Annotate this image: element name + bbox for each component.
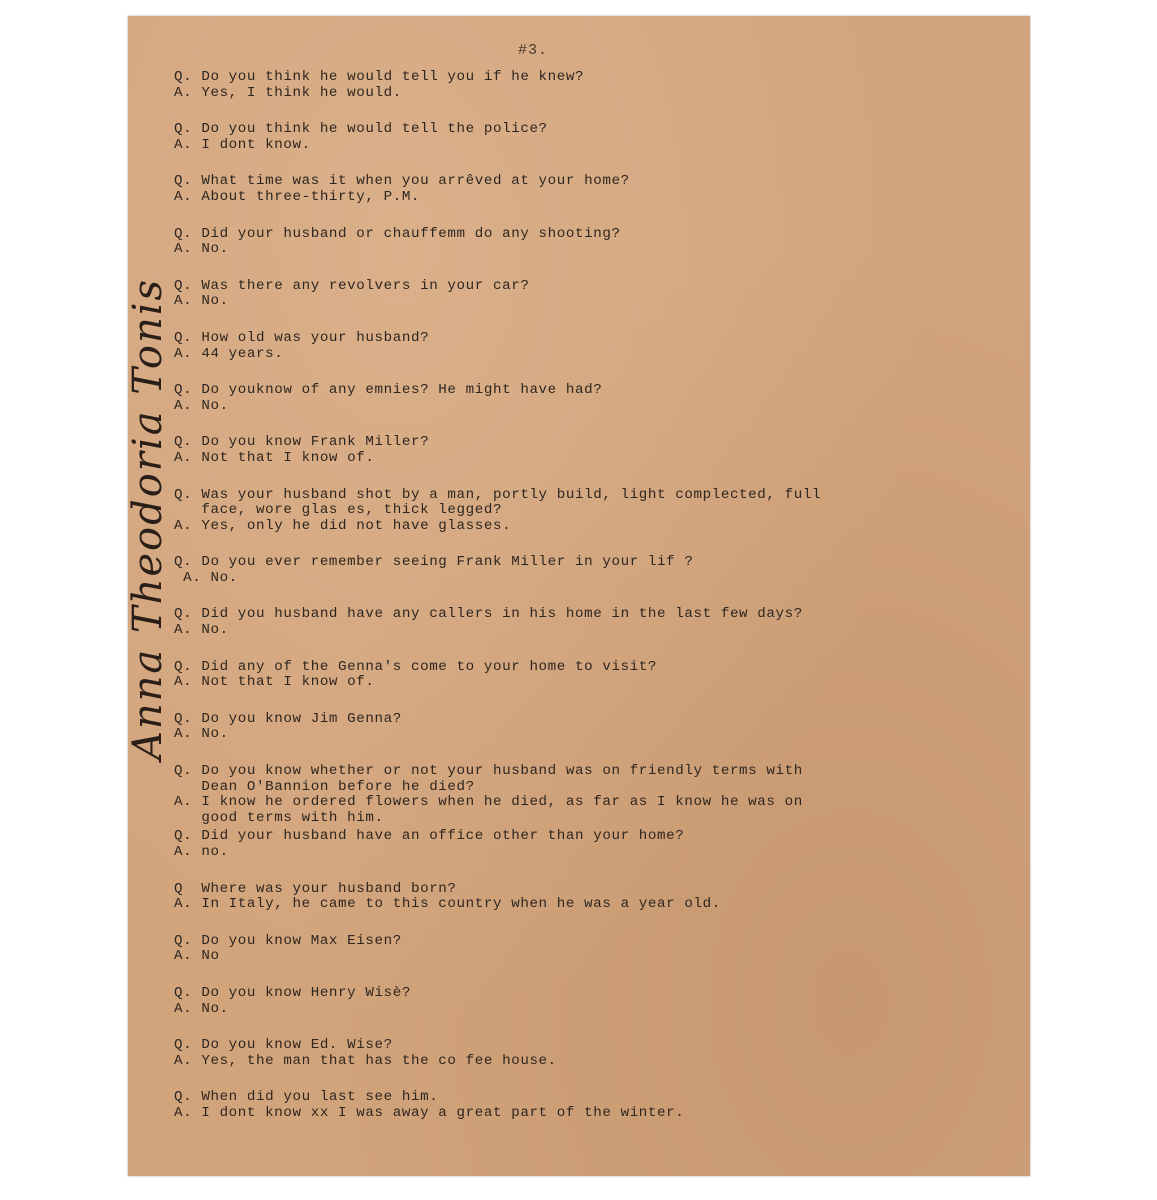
transcript-line: A. No. [174, 293, 229, 310]
transcript-line: Q. Do you think he would tell the police? [174, 121, 548, 138]
transcript-line: Q. Was your husband shot by a man, portly build, light complected, full [174, 486, 822, 503]
transcript-line: A. no. [174, 844, 229, 860]
transcript-line: Q. Do you know Henry Wisè? [174, 984, 411, 1001]
qa-pair [174, 607, 1004, 638]
transcript-line: A. About three-thirty, P.M. [174, 188, 421, 205]
transcript-line: A. 44 years. [174, 345, 284, 362]
transcript-line: A. In Italy, he came to this country when he was a year old. [174, 896, 721, 913]
qa-pair [174, 227, 1004, 258]
transcript-line: A. Not that I know of. [174, 674, 375, 691]
transcript-line: Q. Did you husband have any callers in his home in the last few days? [174, 606, 803, 623]
qa-pair [174, 829, 1004, 860]
handwritten-signature: Anna Theodoria Tonis [125, 277, 171, 761]
transcript-line: A. No. [174, 726, 229, 743]
transcript-line: A. No. [174, 241, 229, 258]
transcript-line: A. No [174, 948, 220, 965]
transcript-line: Q. Do you know whether or not your husband was on friendly terms with [174, 763, 803, 780]
qa-pair [174, 660, 1004, 691]
transcript-line: A. I dont know. [174, 136, 311, 153]
qa-pair [174, 934, 1004, 965]
transcript-line: A. I know he ordered flowers when he died, as far as I know he was on [174, 794, 803, 811]
transcript-line: Q. Did any of the Genna's come to your home to visit? [174, 658, 658, 675]
qa-pair [174, 712, 1004, 743]
qa-pair [174, 764, 1004, 826]
transcript-line: Q. Do you know Frank Miller? [174, 434, 430, 451]
qa-pair [174, 986, 1004, 1017]
qa-pair [174, 882, 1004, 913]
qa-pair [174, 1090, 1004, 1121]
page-number: #3. [518, 42, 549, 59]
transcript-line: Q. Do you know Jim Genna? [174, 710, 402, 727]
transcript-line: face, wore glas es, thick legged? [174, 502, 503, 519]
transcript-line: A. No. [174, 1000, 229, 1017]
transcript-line: Q. Was there any revolvers in your car? [174, 277, 530, 294]
qa-pair [174, 279, 1004, 310]
transcript-line: Q. Do youknow of any emnies? He might have had? [174, 382, 603, 399]
document-page [125, 16, 1030, 1176]
transcript-line: A. No. [174, 397, 229, 414]
transcript-line: Q. Do you know Ed. Wise? [174, 1037, 393, 1054]
transcript-line: A. No. [174, 569, 238, 586]
qa-pair [174, 122, 1004, 153]
transcript-line: Q. What time was it when you arrêved at your home? [174, 173, 630, 190]
transcript-line: Q Where was your husband born? [174, 880, 457, 897]
transcript-line: Q. Do you ever remember seeing Frank Miller in your lif ? [174, 554, 694, 571]
transcript-line: Q. Did your husband have an office other than your home? [174, 828, 685, 845]
interview-transcript [174, 70, 1004, 1143]
transcript-line: A. Yes, I think he would. [174, 84, 402, 101]
qa-pair [174, 331, 1004, 362]
transcript-line: A. Yes, the man that has the co fee house. [174, 1052, 557, 1069]
qa-pair [174, 488, 1004, 535]
transcript-line: Q. Do you know Max Eisen? [174, 932, 402, 949]
transcript-line: A. Not that I know of. [174, 449, 375, 466]
transcript-line: A. No. [174, 622, 229, 639]
qa-pair [174, 435, 1004, 466]
transcript-line: Q. When did you last see him. [174, 1089, 439, 1106]
transcript-line: A. Yes, only he did not have glasses. [174, 517, 512, 534]
qa-pair [174, 174, 1004, 205]
transcript-line: Q. How old was your husband? [174, 329, 430, 346]
transcript-line: Q. Do you think he would tell you if he knew? [174, 69, 585, 85]
transcript-line: Dean O'Bannion before he died? [174, 778, 475, 795]
transcript-line: good terms with him. [174, 809, 384, 826]
qa-pair [174, 555, 1004, 586]
transcript-line: Q. Did your husband or chauffemm do any shooting? [174, 225, 621, 242]
qa-pair [174, 70, 1004, 101]
qa-pair [174, 1038, 1004, 1069]
qa-pair [174, 383, 1004, 414]
transcript-line: A. I dont know xx I was away a great part of the winter. [174, 1104, 685, 1121]
